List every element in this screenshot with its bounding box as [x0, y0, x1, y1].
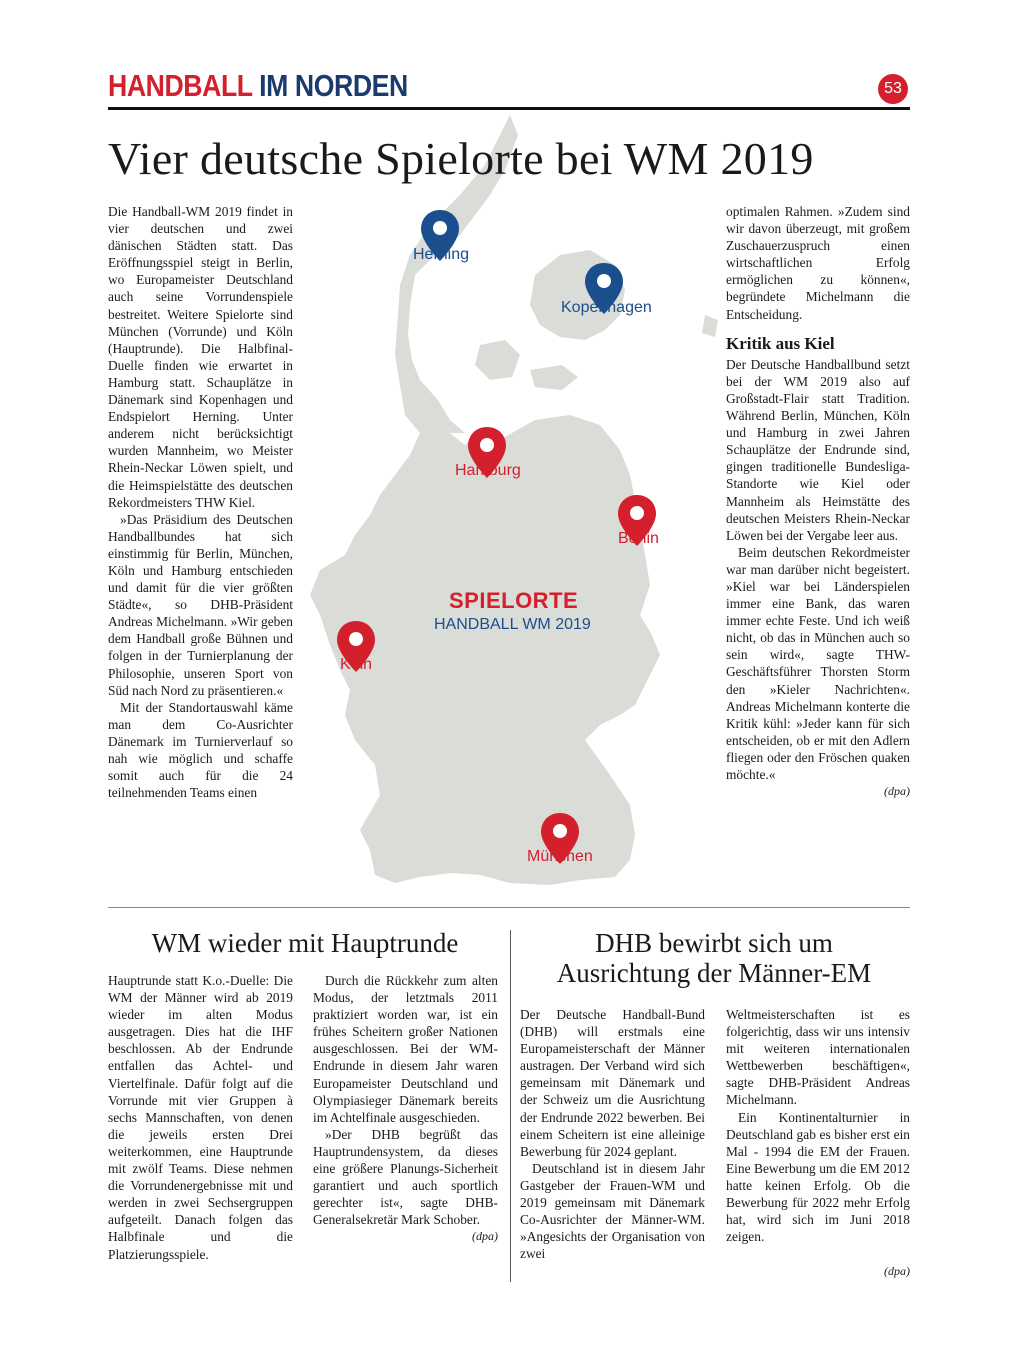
- main-article-left-column: [108, 203, 293, 801]
- article2-headline: WM wieder mit Hauptrunde: [151, 928, 459, 958]
- paragraph: Deutschland ist in diesem Jahr Gastgeber der Frauen-WM und 2019 gemeinsam mit Dänemark Co-Ausrichter der Männer-WM. »Angesichts der Organisation von zwei: [520, 1160, 705, 1262]
- article3-headline-line1: DHB bewirbt sich um: [595, 928, 833, 958]
- main-headline: Vier deutsche Spielorte bei WM 2019: [108, 133, 814, 184]
- denmark-lolland-shape: [530, 365, 578, 390]
- article3-headline-line2: Ausrichtung der Männer-EM: [556, 958, 872, 988]
- section-title-im-norden: IM NORDEN: [259, 68, 408, 103]
- label-koeln: Köln: [340, 656, 373, 673]
- map-subtitle: HANDBALL WM 2019: [434, 616, 591, 633]
- credit-dpa: (dpa): [884, 1264, 910, 1278]
- paragraph: »Der DHB begrüßt das Hauptrundensystem, da dieses eine größere Planungs-Sicherheit garantiert und auch sportlich gerechter ist«, sagte DHB-Generalsekretär Mark Schober.: [313, 1126, 498, 1228]
- header-rule: [108, 107, 910, 110]
- label-hamburg: Hamburg: [455, 462, 521, 479]
- label-kopenhagen: Kopenhagen: [561, 299, 652, 316]
- venue-map: [300, 115, 720, 900]
- label-berlin: Berlin: [618, 530, 659, 547]
- denmark-funen-shape: [475, 340, 520, 380]
- paragraph: Der Deutsche Handballbund setzt bei der WM 2019 also auf Großstadt-Flair statt Tradition. Während Berlin, München, Köln und Hamburg in zwei Jahren Schauplätze der Endrunde sind, gingen traditionelle Bundesliga-Standorte wie Kiel oder Mannheim als Heimstätte des deutschen Meisters Rhein-Neckar Löwen bei der Vergabe leer aus.: [726, 356, 910, 543]
- section-header: [108, 68, 408, 104]
- paragraph: Hauptrunde statt K.o.-Duelle: Die WM der Männer wird ab 2019 wieder im alten Modus ausgetragen. Dies hat die IHF beschlossen. Ab der Endrunde entfallen das Achtel- und Viertelfinale. Dafür folgt auf die Vorrunde mit vier Gruppen à sechs Mannschaften, von denen die jeweils ersten Drei weiterkommen, eine Hauptrunde mit zwölf Teams. Diese nehmen die Vorrundenergebnisse mit und werden in zwei Sechsergruppen aufgeteilt. Danach folgen das Halbfinale und die Platzierungsspiele.: [108, 973, 293, 1262]
- paragraph: Der Deutsche Handball-Bund (DHB) will erstmals eine Europameisterschaft der Männer austragen. Der Verband wird sich gemeinsam mit Dänemark und der Schweiz um die Ausrichtung der Endrunde 2022 bewerben. Bei einem Scheitern ist eine alleinige Bewerbung für 2024 geplant.: [520, 1007, 705, 1159]
- bornholm-shape: [702, 315, 718, 337]
- article2-col1: [108, 972, 293, 1263]
- article3-col1: [520, 1006, 705, 1262]
- section-divider: [108, 907, 910, 908]
- subheading-kritik-aus-kiel: Kritik aus Kiel: [726, 333, 835, 353]
- paragraph: Die Handball-WM 2019 findet in vier deutschen und zwei dänischen Städten statt. Das Eröffnungsspiel steigt in Berlin, wo Europameister Deutschland auch seine Vorrundenspiele bestreitet. Weitere Spielorte sind München (Vorrunde) und Köln (Hauptrunde). Die Halbfinal-Duelle finden wie erwartet in Hamburg statt. Schauplätze in Dänemark sind Kopenhagen und Endspielort Herning. Unter anderem nicht berücksichtigt wurden Mannheim, wo Meister Rhein-Neckar Löwen spielt, und die Heimspielstätte des deutschen Rekordmeisters THW Kiel.: [108, 204, 293, 510]
- label-herning: Herning: [413, 246, 470, 263]
- credit-dpa: (dpa): [884, 784, 910, 799]
- main-article-right-column: [726, 203, 910, 800]
- credit-dpa: (dpa): [472, 1229, 498, 1244]
- paragraph: Durch die Rückkehr zum alten Modus, der letztmals 2011 praktiziert worden war, ist ein frühes Scheitern großer Nationen ausgeschlossen. Bei der WM-Endrunde in diesem Jahr waren Europameister Deutschland und Olympiasieger Dänemark bereits im Achtelfinale ausgeschieden.: [313, 973, 498, 1125]
- article3-headline: [518, 928, 910, 988]
- label-muenchen: München: [527, 848, 593, 865]
- article3-col2: [726, 1006, 910, 1245]
- article2-col2: [313, 972, 498, 1246]
- paragraph: Beim deutschen Rekordmeister war man darüber nicht begeistert. »Kiel war bei Länderspielen immer eine Bank, das waren immer echte Feste. Und ich weiß nicht, ob das in München auch so sein wird«, sagte THW-Geschäftsführer Thorsten Storm den »Kieler Nachrichten«. Andreas Michelmann konterte die Kritik kühl: »Jeder kann für sich entscheiden, ob er mit den Adlern fliegen oder den Fröschen quaken möchte.«: [726, 544, 910, 782]
- paragraph: Ein Kontinentalturnier in Deutschland gab es bisher erst ein Mal - 1994 die EM der Frauen. Eine Bewerbung um die EM 2012 hatte keinen Erfolg. Ob die Bewerbung für 2022 mehr Erfolg hat, wird sich im Juni 2018 zeigen.: [726, 1109, 910, 1245]
- paragraph: optimalen Rahmen. »Zudem sind wir davon überzeugt, mit großem Zuschauerzuspruch einen wirtschaftlichen Erfolg ermöglichen zu können«, begründete Michelmann die Entscheidung.: [726, 204, 910, 322]
- paragraph: »Das Präsidium des Deutschen Handballbundes hat sich einstimmig für Berlin, München, Köln und Hamburg entschieden und damit für die vier größten Städte«, so DHB-Präsident Andreas Michelmann. »Wir geben dem Handball große Bühnen und folgen in der Turnierplanung der Philosophie, unseren Sport von Süd nach Nord zu präsentieren.«: [108, 511, 293, 698]
- section-title-handball: HANDBALL: [108, 68, 253, 103]
- map-title: SPIELORTE: [449, 588, 579, 613]
- paragraph: Mit der Standortauswahl käme man dem Co-Ausrichter Dänemark im Turnierverlauf so nah wie möglich und schaffe somit auch für die 24 teilnehmenden Teams einen: [108, 699, 293, 801]
- page-number-badge: 53: [878, 74, 908, 104]
- paragraph: Weltmeisterschaften ist es folgerichtig, dass wir uns intensiv mit weiteren internationalen Wettbewerben beschäftigen«, sagte DHB-Präsident Andreas Michelmann.: [726, 1007, 910, 1108]
- column-divider: [510, 930, 511, 1282]
